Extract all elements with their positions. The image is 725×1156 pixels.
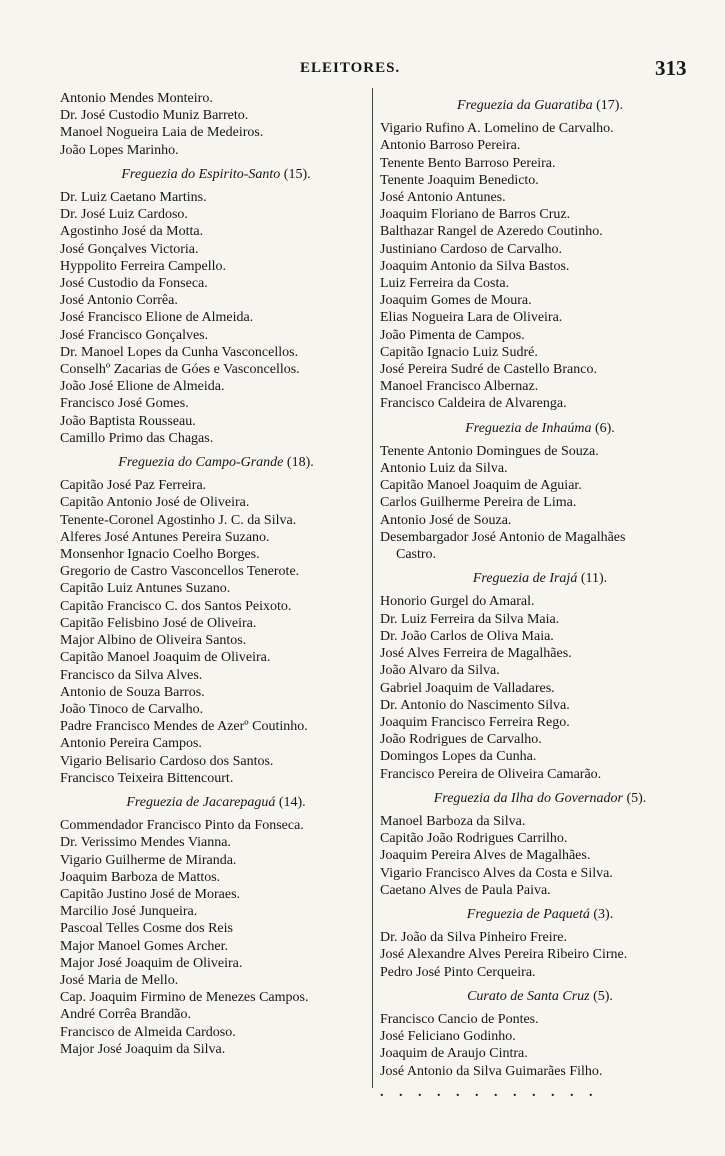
elector-entry: Capitão Francisco C. dos Santos Peixoto. xyxy=(60,598,292,614)
elector-entry: João José Elione de Almeida. xyxy=(60,379,225,395)
elector-entry: Antonio Barroso Pereira. xyxy=(380,138,521,154)
section-heading-title: Freguezia do Campo-Grande xyxy=(118,455,284,471)
elector-entry: José Antonio Corrêa. xyxy=(60,293,178,309)
elector-entry: Capitão Justino José de Moraes. xyxy=(60,886,241,902)
page-header xyxy=(0,56,725,86)
elector-entry: Major Albino de Oliveira Santos. xyxy=(60,633,247,649)
elector-entry: Cap. Joaquim Firmino de Menezes Campos. xyxy=(60,990,309,1006)
elector-entry: Pedro José Pinto Cerqueira. xyxy=(380,964,536,980)
elector-entry: Capitão Ignacio Luiz Sudré. xyxy=(380,344,538,360)
elector-entry: João Rodrigues de Carvalho. xyxy=(380,732,542,748)
elector-entry: Joaquim Floriano de Barros Cruz. xyxy=(380,207,571,223)
elector-entry: Tenente Bento Barroso Pereira. xyxy=(380,155,556,171)
section-count: (5). xyxy=(626,790,647,806)
elector-entry: Caetano Alves de Paula Paiva. xyxy=(380,882,551,898)
elector-entry: Camillo Primo das Chagas. xyxy=(60,430,214,446)
elector-entry: Manoel Nogueira Laia de Medeiros. xyxy=(60,125,264,141)
elector-entry: Tenente Joaquim Benedicto. xyxy=(380,172,539,188)
elector-entry: Luiz Ferreira da Costa. xyxy=(380,276,510,292)
section-heading xyxy=(60,166,372,183)
section-heading xyxy=(60,454,372,471)
elector-entry: Manoel Barboza da Silva. xyxy=(380,813,526,829)
section-heading xyxy=(380,790,700,807)
elector-entry: Francisco José Gomes. xyxy=(60,396,189,412)
section-count: (5). xyxy=(593,988,613,1004)
elector-entry: Antonio Mendes Monteiro. xyxy=(60,91,213,106)
elector-entry: José Alexandre Alves Pereira Ribeiro Cirne. xyxy=(380,947,628,963)
elector-entry: Francisco Caldeira de Alvarenga. xyxy=(380,396,567,412)
section-heading-title: Curato de Santa Cruz xyxy=(467,988,590,1004)
elector-entry: Gregorio de Castro Vasconcellos Tenerote. xyxy=(60,564,300,580)
elector-entry: Antonio José de Souza. xyxy=(380,512,512,528)
elector-entry: Francisco Pereira de Oliveira Camarão. xyxy=(380,766,602,782)
elector-entry: Antonio Pereira Campos. xyxy=(60,736,202,752)
section-heading-title: Freguezia da Ilha do Governador xyxy=(433,790,623,806)
elector-entry: Commendador Francisco Pinto da Fonseca. xyxy=(60,818,304,834)
elector-entry: Capitão Manoel Joaquim de Aguiar. xyxy=(380,478,582,494)
elector-entry: Dr. Manoel Lopes da Cunha Vasconcellos. xyxy=(60,344,299,360)
elector-entry: José Feliciano Godinho. xyxy=(380,1029,516,1045)
elector-entry: José Gonçalves Victoria. xyxy=(60,241,199,257)
elector-entry: Tenente Antonio Domingues de Souza. xyxy=(380,443,599,459)
left-column xyxy=(60,90,372,1058)
elector-entry: Dr. Antonio do Nascimento Silva. xyxy=(380,697,570,713)
elector-entry: Vigario Guilherme de Miranda. xyxy=(60,852,237,868)
elector-entry: Desembargador José Antonio de Magalhães xyxy=(380,529,626,545)
trailing-dots: . . . . . . . . . . . . xyxy=(380,1084,599,1100)
elector-entry: Monsenhor Ignacio Coelho Borges. xyxy=(60,547,260,563)
elector-entry: João Tinoco de Carvalho. xyxy=(60,701,204,717)
elector-entry: Major José Joaquim da Silva. xyxy=(60,1041,226,1057)
elector-entry: Castro. xyxy=(396,547,437,563)
section-heading xyxy=(380,420,700,437)
section-heading xyxy=(380,570,700,587)
elector-entry: Dr. José Luiz Cardoso. xyxy=(60,207,188,223)
elector-entry: Joaquim Gomes de Moura. xyxy=(380,293,532,309)
elector-entry: Vigario Francisco Alves da Costa e Silva. xyxy=(380,865,613,881)
elector-entry: Capitão Manoel Joaquim de Oliveira. xyxy=(60,650,271,666)
elector-entry: Tenente-Coronel Agostinho J. C. da Silva. xyxy=(60,512,297,528)
elector-entry: Gabriel Joaquim de Valladares. xyxy=(380,680,555,696)
elector-entry: Capitão Luiz Antunes Suzano. xyxy=(60,581,231,597)
elector-entry: Balthazar Rangel de Azeredo Coutinho. xyxy=(380,224,603,240)
elector-entry: Capitão Antonio José de Oliveira. xyxy=(60,495,250,511)
section-heading xyxy=(380,988,700,1005)
elector-entry: Francisco de Almeida Cardoso. xyxy=(60,1024,236,1040)
elector-entry: José Pereira Sudré de Castello Branco. xyxy=(380,362,597,378)
elector-entry: João Baptista Rousseau. xyxy=(60,413,196,429)
section-heading-title: Freguezia de Irajá xyxy=(472,571,578,587)
right-column xyxy=(380,90,700,1101)
elector-entry: José Francisco Gonçalves. xyxy=(60,327,209,343)
elector-entry: Antonio de Souza Barros. xyxy=(60,684,205,700)
elector-entry: João Pimenta de Campos. xyxy=(380,327,525,343)
elector-entry: Conselhº Zacarias de Góes e Vasconcellos. xyxy=(60,362,300,378)
elector-entry: José Custodio da Fonseca. xyxy=(60,276,208,292)
elector-entry: Padre Francisco Mendes de Azerº Coutinho. xyxy=(60,719,308,735)
elector-entry: Pascoal Telles Cosme dos Reis xyxy=(60,921,233,937)
elector-entry: Dr. José Custodio Muniz Barreto. xyxy=(60,108,249,124)
elector-entry: Carlos Guilherme Pereira de Lima. xyxy=(380,495,577,511)
section-count: (14). xyxy=(278,794,306,810)
section-heading xyxy=(60,794,372,811)
elector-entry: Francisco da Silva Alves. xyxy=(60,667,203,683)
elector-entry: Joaquim Antonio da Silva Bastos. xyxy=(380,258,570,274)
elector-entry: Joaquim de Araujo Cintra. xyxy=(380,1046,528,1062)
elector-entry: Marcilio José Junqueira. xyxy=(60,904,198,920)
elector-entry: José Francisco Elione de Almeida. xyxy=(60,310,254,326)
page-number: 313 xyxy=(655,56,687,80)
section-heading-title: Freguezia da Guaratiba xyxy=(457,98,593,113)
elector-entry: Dr. João da Silva Pinheiro Freire. xyxy=(380,930,568,946)
elector-entry: Hyppolito Ferreira Campello. xyxy=(60,258,227,274)
elector-entry: José Maria de Mello. xyxy=(60,972,179,988)
elector-entry: Domingos Lopes da Cunha. xyxy=(380,749,537,765)
section-count: (3). xyxy=(593,906,614,922)
elector-entry: Manoel Francisco Albernaz. xyxy=(380,379,539,395)
elector-entry: Joaquim Pereira Alves de Magalhães. xyxy=(380,848,591,864)
elector-entry: Dr. Verissimo Mendes Vianna. xyxy=(60,835,231,851)
elector-entry: Capitão José Paz Ferreira. xyxy=(60,478,207,494)
elector-entry: Agostinho José da Motta. xyxy=(60,224,204,240)
elector-entry: João Alvaro da Silva. xyxy=(380,663,500,679)
section-heading xyxy=(380,906,700,923)
elector-entry: Antonio Luiz da Silva. xyxy=(380,461,508,477)
section-heading xyxy=(380,97,700,114)
elector-entry: Honorio Gurgel do Amaral. xyxy=(380,594,535,610)
section-count: (11). xyxy=(580,571,608,587)
running-title: ELEITORES. xyxy=(300,60,401,76)
elector-entry: Alferes José Antunes Pereira Suzano. xyxy=(60,529,270,545)
section-heading-title: Freguezia de Jacarepaguá xyxy=(126,794,276,810)
elector-entry: Elias Nogueira Lara de Oliveira. xyxy=(380,310,563,326)
elector-entry: Major Manoel Gomes Archer. xyxy=(60,938,228,954)
elector-entry: José Antonio da Silva Guimarães Filho. xyxy=(380,1063,603,1079)
section-count: (15). xyxy=(283,166,311,182)
elector-entry: Dr. Luiz Caetano Martins. xyxy=(60,190,207,206)
section-count: (18). xyxy=(286,455,314,471)
elector-entry: André Corrêa Brandão. xyxy=(60,1007,192,1023)
elector-entry: Capitão Felisbino José de Oliveira. xyxy=(60,615,257,631)
elector-entry: Joaquim Barboza de Mattos. xyxy=(60,869,221,885)
section-heading-title: Freguezia do Espirito-Santo xyxy=(121,166,281,182)
elector-entry: José Alves Ferreira de Magalhães. xyxy=(380,646,572,662)
elector-entry: Francisco Cancio de Pontes. xyxy=(380,1011,539,1027)
elector-entry: José Antonio Antunes. xyxy=(380,190,506,206)
section-count: (17). xyxy=(596,98,623,113)
elector-entry: Vigario Rufino A. Lomelino de Carvalho. xyxy=(380,121,614,137)
section-heading-title: Freguezia de Paquetá xyxy=(466,906,590,922)
elector-entry: Francisco Teixeira Bittencourt. xyxy=(60,770,234,786)
elector-entry: Dr. João Carlos de Oliva Maia. xyxy=(380,628,554,644)
elector-entry: Justiniano Cardoso de Carvalho. xyxy=(380,241,562,257)
elector-entry: Capitão João Rodrigues Carrilho. xyxy=(380,831,568,847)
elector-entry: Vigario Belisario Cardoso dos Santos. xyxy=(60,753,274,769)
column-divider xyxy=(372,88,373,1088)
elector-entry: João Lopes Marinho. xyxy=(60,142,179,158)
elector-entry: Dr. Luiz Ferreira da Silva Maia. xyxy=(380,611,560,627)
section-count: (6). xyxy=(594,420,615,436)
section-heading-title: Freguezia de Inhaúma xyxy=(465,420,592,436)
elector-entry: Joaquim Francisco Ferreira Rego. xyxy=(380,714,570,730)
elector-entry: Major José Joaquim de Oliveira. xyxy=(60,955,243,971)
